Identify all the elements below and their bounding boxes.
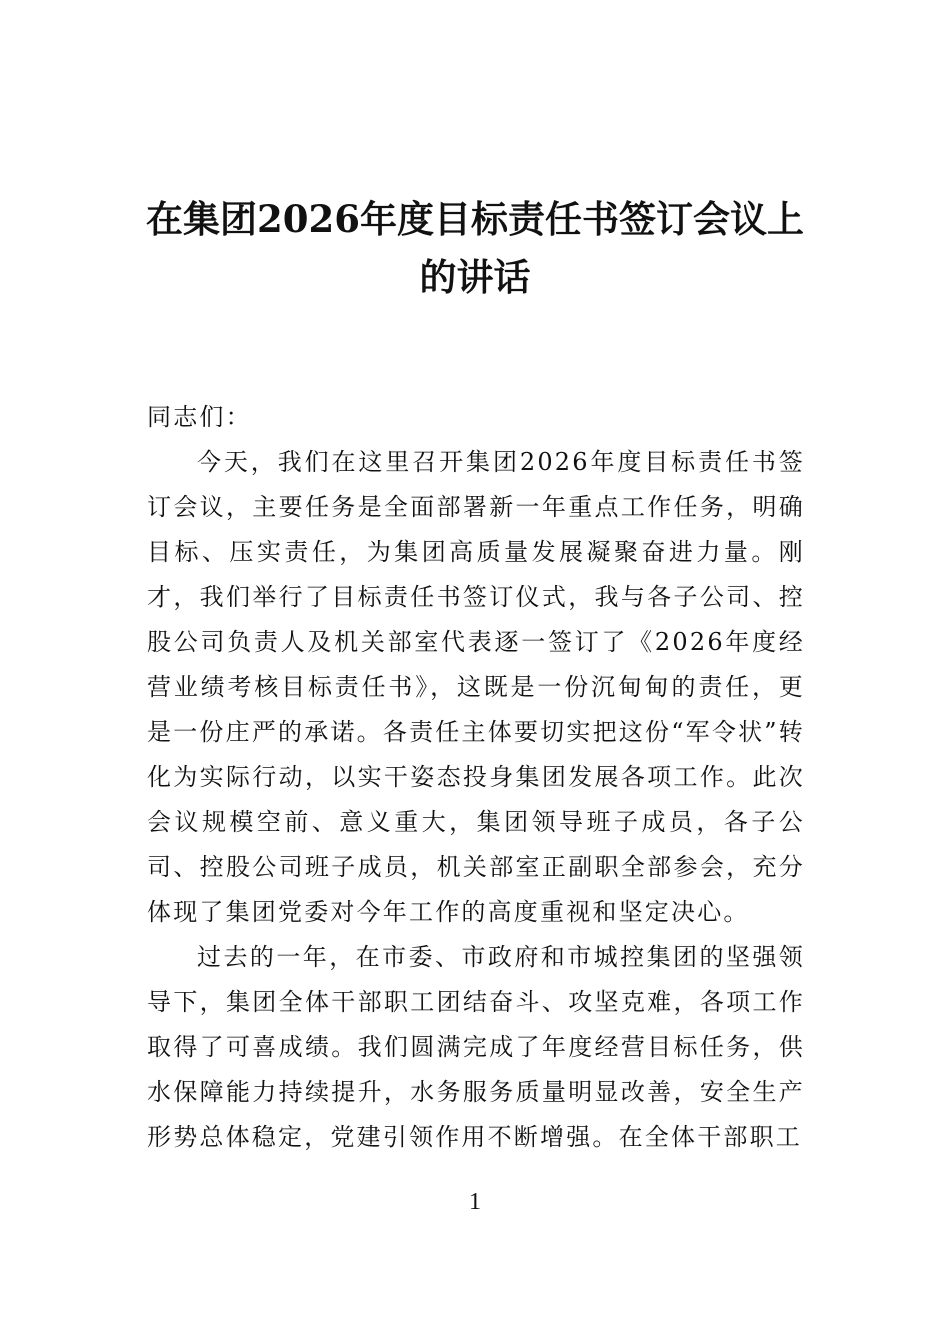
document-body bbox=[147, 395, 805, 1160]
document-title: 在集团2026年度目标责任书签订会议上的讲话 bbox=[146, 197, 804, 299]
salutation: 同志们： bbox=[147, 403, 252, 431]
paragraph-2: 过去的一年，在市委、市政府和市城控集团的坚强领导下，集团全体干部职工团结奋斗、攻坚克难，各项工作取得了可喜成绩。我们圆满完成了年度经营目标任务，供水保障能力持续提升，水务服务质量明显改善，安全生产形势总体稳定，党建引领作用不断增强。在全体干部职工 bbox=[147, 943, 805, 1151]
page-number: 1 bbox=[469, 1189, 481, 1215]
paragraph-1: 今天，我们在这里召开集团2026年度目标责任书签订会议，主要任务是全面部署新一年重点工作任务，明确目标、压实责任，为集团高质量发展凝聚奋进力量。刚才，我们举行了目标责任书签订仪式，我与各子公司、控股公司负责人及机关部室代表逐一签订了《2026年度经营业绩考核目标责任书》，这既是一份沉甸甸的责任，更是一份庄严的承诺。各责任主体要切实把这份“军令状”转化为实际行动，以实干姿态投身集团发展各项工作。此次会议规模空前、意义重大，集团领导班子成员，各子公司、控股公司班子成员，机关部室正副职全部参会，充分体现了集团党委对今年工作的高度重视和坚定决心。 bbox=[147, 448, 805, 926]
